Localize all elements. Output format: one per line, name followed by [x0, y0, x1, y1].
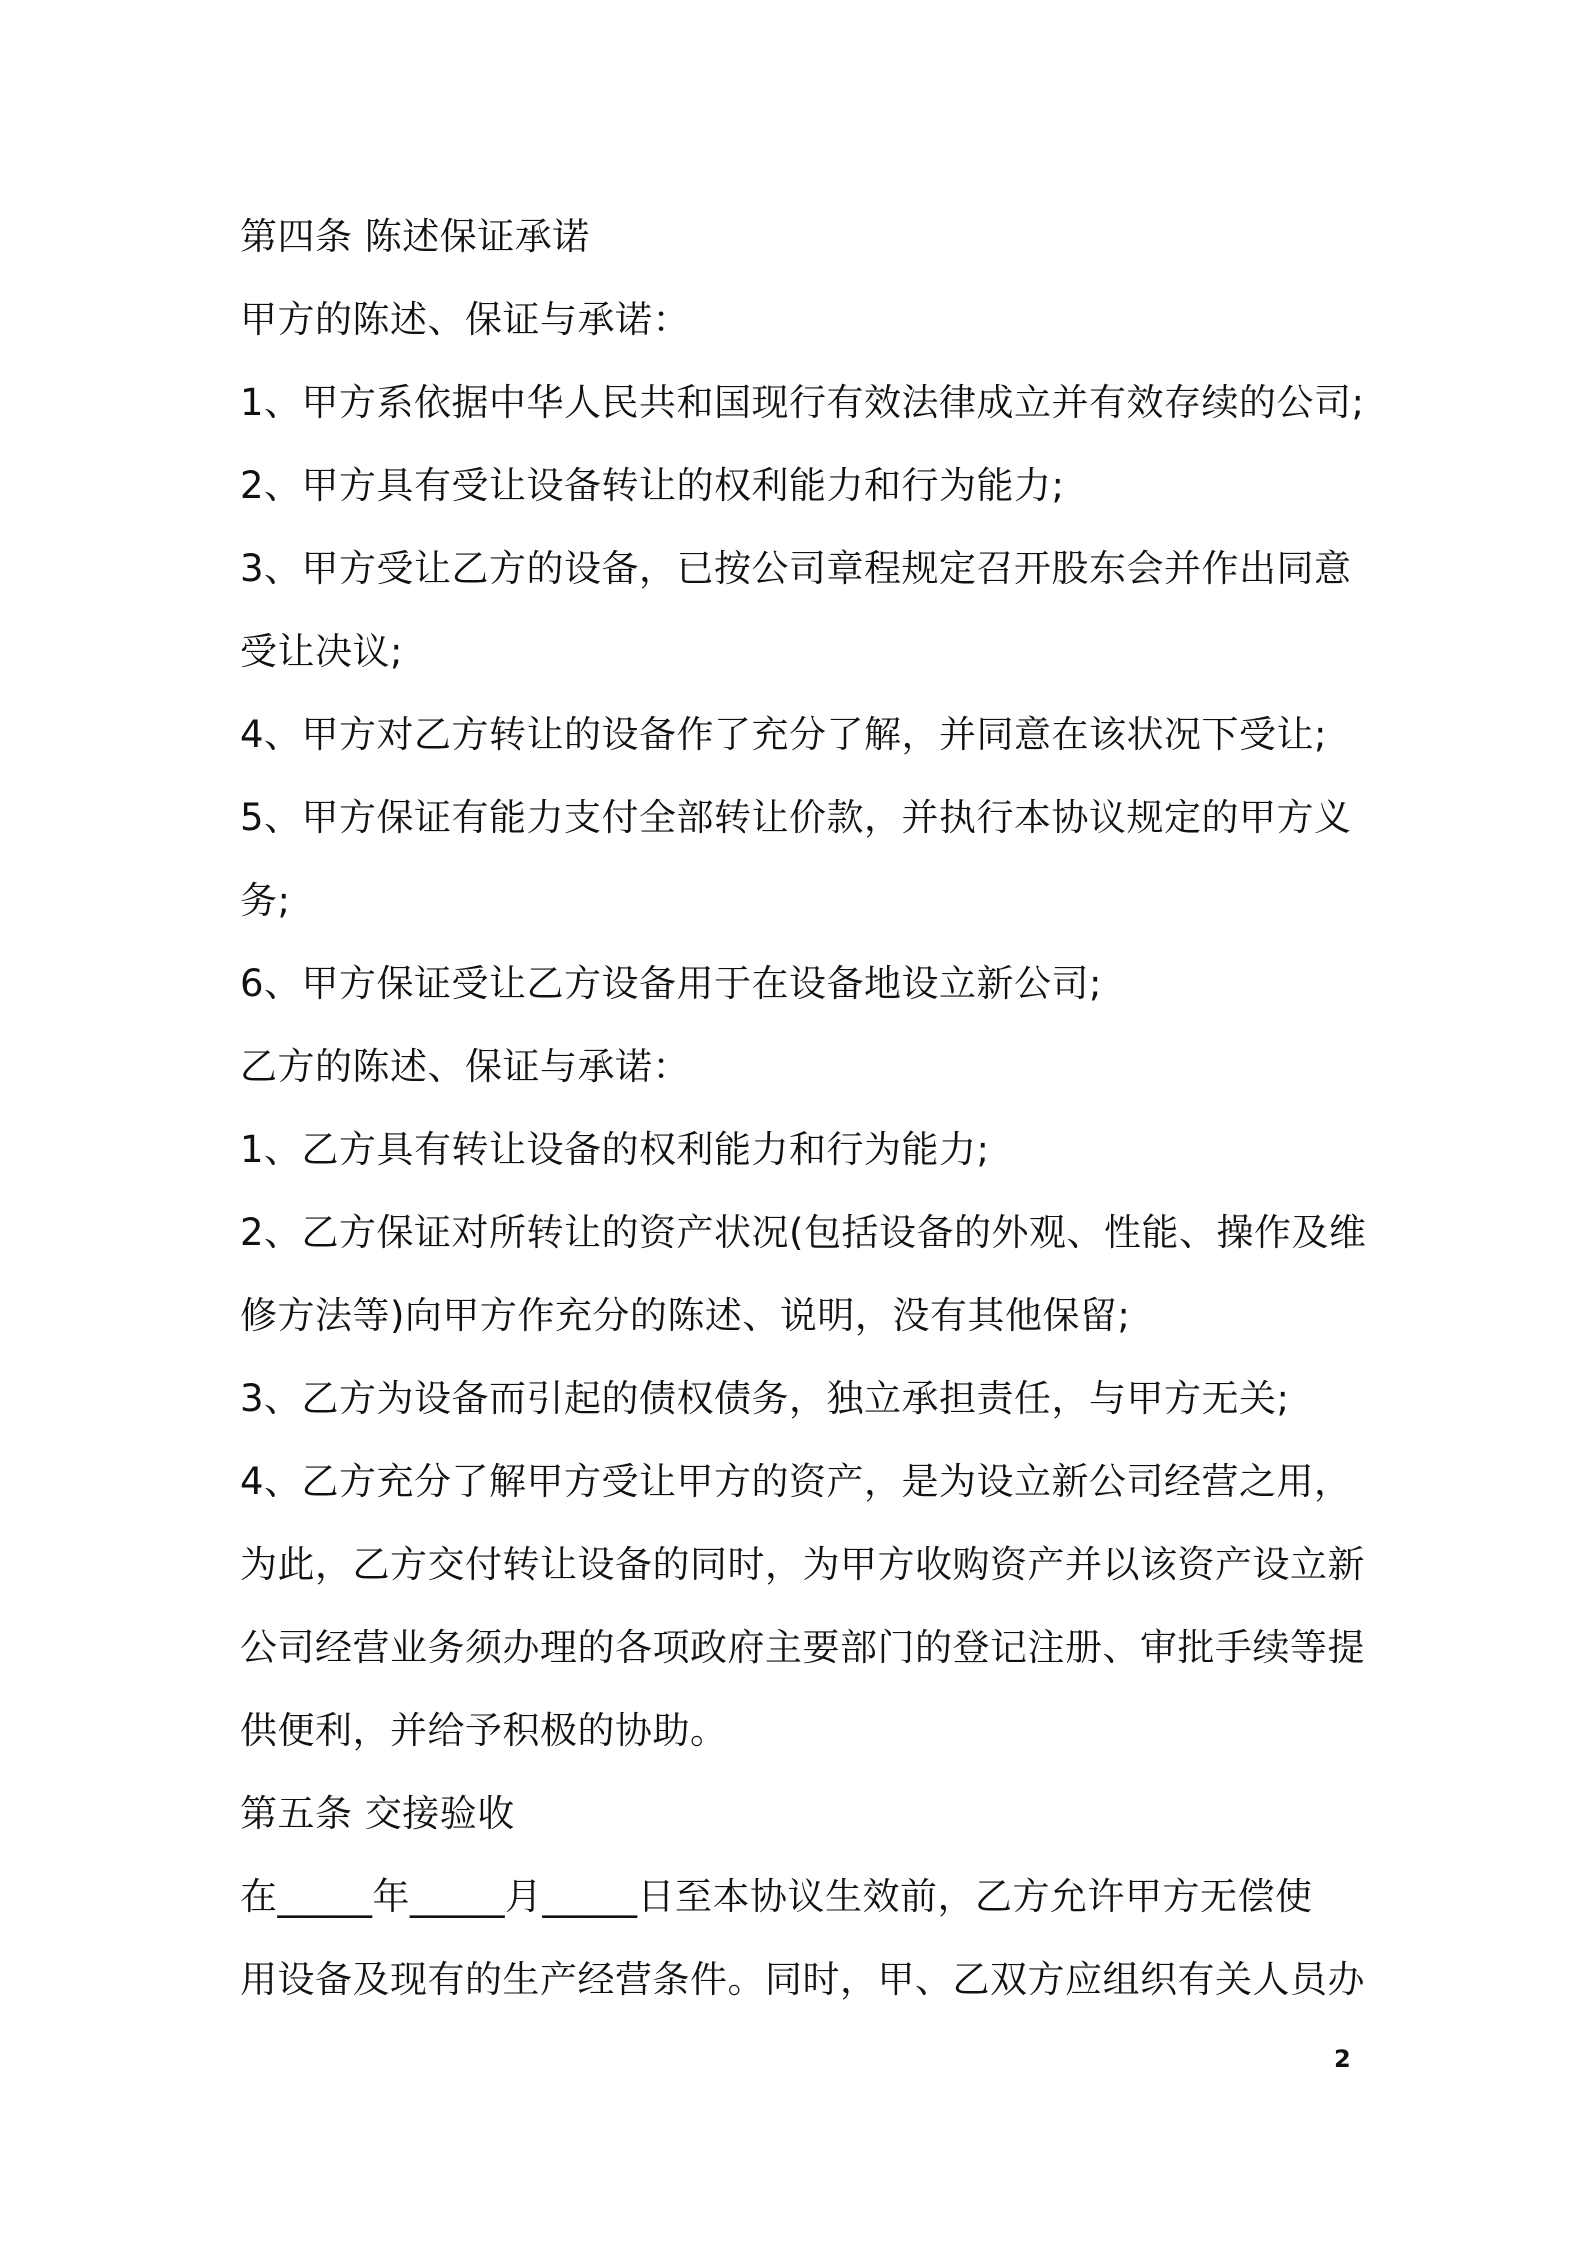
party-b-section-heading: 乙方的陈述、保证与承诺： [240, 1045, 690, 1088]
handover-paragraph-line-1: 在_____年_____月_____日至本协议生效前，乙方允许甲方无偿使 [240, 1875, 1313, 1918]
party-a-item-6: 6、甲方保证受让乙方设备用于在设备地设立新公司; [240, 962, 1103, 1005]
document-body [240, 195, 1367, 2021]
party-b-item-4-continued-1: 为此，乙方交付转让设备的同时，为甲方收购资产并以该资产设立新 [240, 1543, 1365, 1586]
article-four-heading: 第四条 陈述保证承诺 [240, 215, 590, 258]
party-a-item-2: 2、甲方具有受让设备转让的权利能力和行为能力; [240, 464, 1065, 507]
party-a-item-4: 4、甲方对乙方转让的设备作了充分了解，并同意在该状况下受让; [240, 713, 1328, 756]
party-a-item-5-continued: 务; [240, 879, 291, 922]
party-b-item-4: 4、乙方充分了解甲方受让甲方的资产，是为设立新公司经营之用， [240, 1460, 1352, 1503]
party-b-item-2-continued: 修方法等)向甲方作充分的陈述、说明，没有其他保留; [240, 1294, 1131, 1337]
party-a-item-3: 3、甲方受让乙方的设备，已按公司章程规定召开股东会并作出同意 [240, 547, 1352, 590]
party-a-item-5: 5、甲方保证有能力支付全部转让价款，并执行本协议规定的甲方义 [240, 796, 1352, 839]
party-b-item-2: 2、乙方保证对所转让的资产状况(包括设备的外观、性能、操作及维 [240, 1211, 1367, 1254]
party-a-section-heading: 甲方的陈述、保证与承诺： [240, 298, 690, 341]
handover-paragraph-line-2: 用设备及现有的生产经营条件。同时，甲、乙双方应组织有关人员办 [240, 1958, 1365, 2001]
party-b-item-1: 1、乙方具有转让设备的权利能力和行为能力; [240, 1128, 990, 1171]
party-b-item-3: 3、乙方为设备而引起的债权债务，独立承担责任，与甲方无关; [240, 1377, 1290, 1420]
page-number: 2 [1334, 2045, 1351, 2073]
party-a-item-3-continued: 受让决议; [240, 630, 403, 673]
article-five-heading: 第五条 交接验收 [240, 1792, 515, 1835]
party-b-item-4-continued-3: 供便利，并给予积极的协助。 [240, 1709, 728, 1752]
party-a-item-1: 1、甲方系依据中华人民共和国现行有效法律成立并有效存续的公司; [240, 381, 1365, 424]
party-b-item-4-continued-2: 公司经营业务须办理的各项政府主要部门的登记注册、审批手续等提 [240, 1626, 1365, 1669]
